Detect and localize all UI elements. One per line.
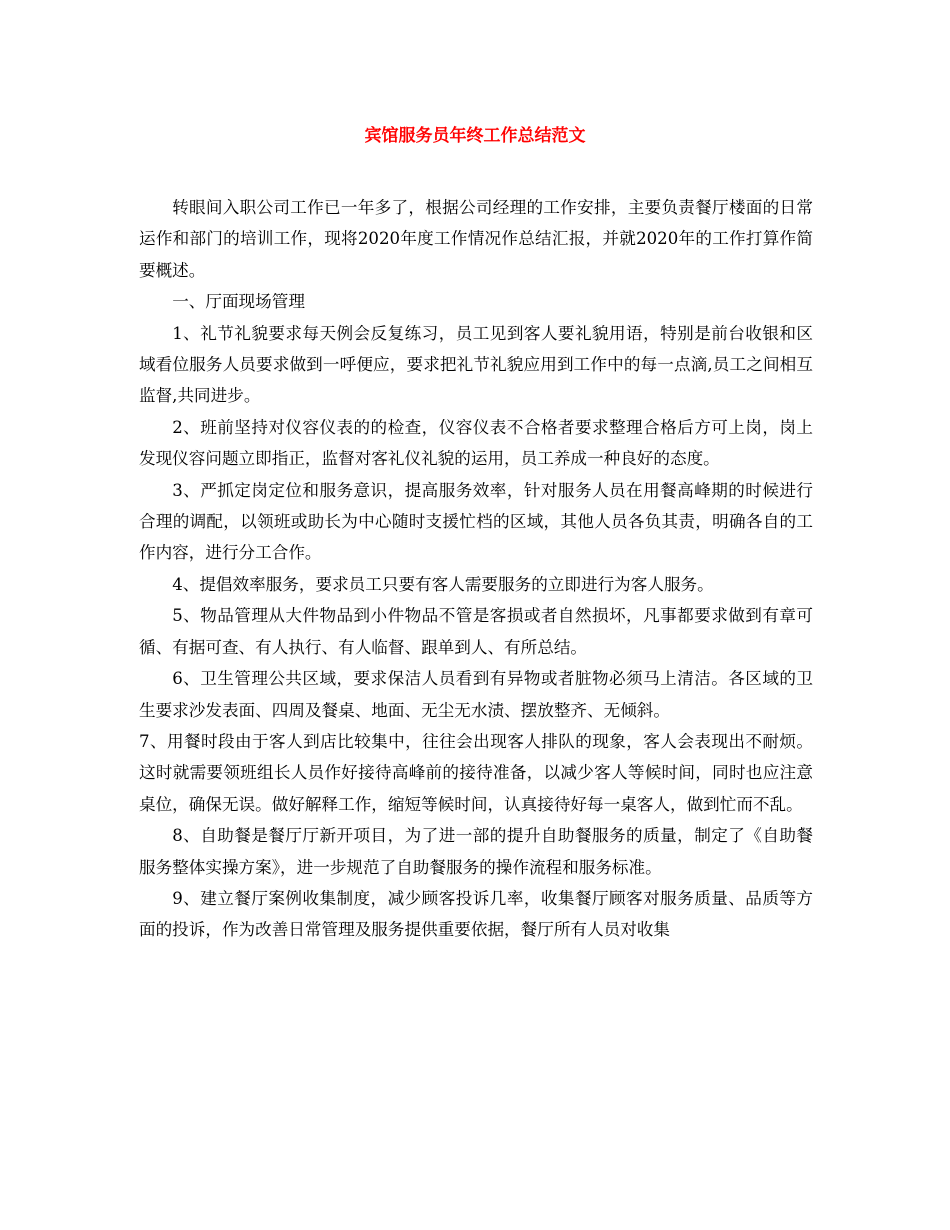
- paragraph-item-5: 5、物品管理从大件物品到小件物品不管是客损或者自然损坏，凡事都要求做到有章可循、有据可查、有人执行、有人临督、跟单到人、有所总结。: [139, 606, 813, 657]
- paragraph-item-2: 2、班前坚持对仪容仪表的的检查，仪容仪表不合格者要求整理合格后方可上岗，岗上发现仪容问题立即指正，监督对客礼仪礼貌的运用，员工养成一种良好的态度。: [139, 417, 813, 469]
- paragraph-item-9: 9、建立餐厅案例收集制度，减少顾客投诉几率，收集餐厅顾客对服务质量、品质等方面的投诉，作为改善日常管理及服务提供重要依据，餐厅所有人员对收集: [139, 888, 813, 940]
- section-heading: 一、厅面现场管理: [172, 292, 305, 312]
- paragraph-item-1: 1、礼节礼貌要求每天例会反复练习，员工见到客人要礼貌用语，特别是前台收银和区域看位服务人员要求做到一呼便应，要求把礼节礼貌应用到工作中的每一点滴,员工之间相互监督,共同进步。: [139, 323, 813, 406]
- paragraph-item-6: 6、卫生管理公共区域，要求保洁人员看到有异物或者脏物必须马上清洁。各区域的卫生要求沙发表面、四周及餐桌、地面、无尘无水渍、摆放整齐、无倾斜。: [139, 669, 813, 720]
- paragraph-intro: 转眼间入职公司工作已一年多了，根据公司经理的工作安排，主要负责餐厅楼面的日常运作和部门的培训工作，现将2020年度工作情况作总结汇报，并就2020年的工作打算作简要概述。: [139, 198, 813, 280]
- paragraph-item-4: 4、提倡效率服务，要求员工只要有客人需要服务的立即进行为客人服务。: [172, 574, 714, 594]
- paragraph-item-3: 3、严抓定岗定位和服务意识，提高服务效率，针对服务人员在用餐高峰期的时候进行合理的调配，以领班或助长为中心随时支援忙档的区域，其他人员各负其责，明确各自的工作内容，进行分工合作。: [139, 480, 813, 563]
- document-title: 宾馆服务员年终工作总结范文: [364, 126, 586, 146]
- document-body: [139, 192, 813, 946]
- paragraph-item-8: 8、自助餐是餐厅厅新开项目，为了进一部的提升自助餐服务的质量，制定了《自助餐服务整体实操方案》，进一步规范了自助餐服务的操作流程和服务标准。: [139, 826, 813, 877]
- paragraph-item-7: 7、用餐时段由于客人到店比较集中，往往会出现客人排队的现象，客人会表现出不耐烦。这时就需要领班组长人员作好接待高峰前的接待准备，以减少客人等候时间，同时也应注意桌位，确保无误。做好解释工作，缩短等候时间，认真接待好每一桌客人，做到忙而不乱。: [139, 731, 813, 814]
